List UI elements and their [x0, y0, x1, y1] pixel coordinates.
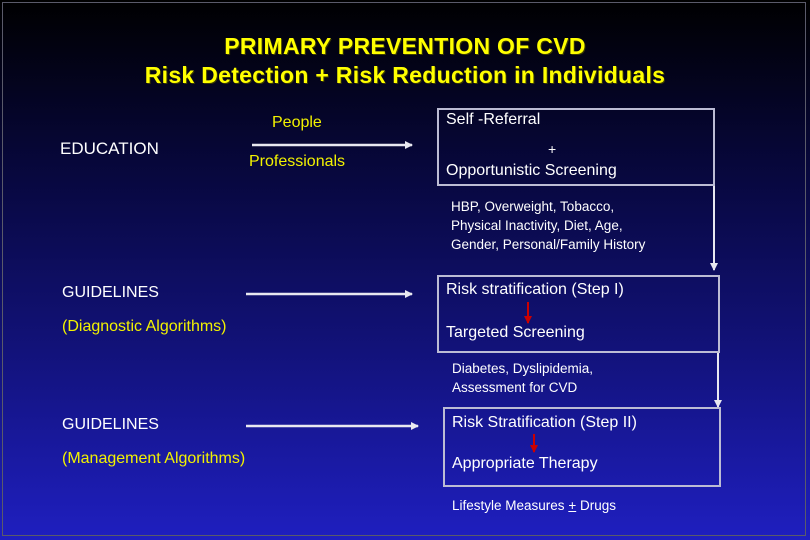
- title-line-1: PRIMARY PREVENTION OF CVD: [224, 33, 586, 59]
- screening-plus: +: [548, 141, 557, 157]
- management-algorithms-label: (Management Algorithms): [62, 450, 246, 467]
- people-label: People: [272, 114, 322, 131]
- lifestyle-drugs-label: [452, 496, 616, 515]
- professionals-label: Professionals: [249, 153, 346, 170]
- appropriate-therapy-label: Appropriate Therapy: [452, 455, 598, 472]
- risk-factors-line-2: Physical Inactivity, Diet, Age,: [451, 218, 623, 233]
- opportunistic-screening-label: Opportunistic Screening: [446, 162, 617, 179]
- conditions-line-1: Diabetes, Dyslipidemia,: [452, 361, 594, 376]
- title-line-2: Risk Detection + Risk Reduction in Individuals: [144, 62, 666, 88]
- risk-stratification-step1-label: Risk stratification (Step I): [446, 281, 624, 298]
- lifestyle-prefix: Lifestyle Measures: [452, 498, 569, 513]
- self-referral-label: Self -Referral: [446, 111, 541, 128]
- guidelines-management-label: GUIDELINES: [62, 416, 159, 433]
- risk-factors-line-3: Gender, Personal/Family History: [451, 237, 646, 252]
- guidelines-diagnostic-label: GUIDELINES: [62, 284, 159, 301]
- lifestyle-suffix: Drugs: [576, 498, 616, 513]
- risk-factors-line-1: HBP, Overweight, Tobacco,: [451, 199, 615, 214]
- conditions-line-2: Assessment for CVD: [452, 380, 578, 395]
- education-label: EDUCATION: [60, 139, 159, 158]
- diagnostic-algorithms-label: (Diagnostic Algorithms): [62, 318, 227, 335]
- risk-stratification-step2-label: Risk Stratification (Step II): [452, 414, 637, 431]
- plus-sign: +: [568, 498, 577, 513]
- targeted-screening-label: Targeted Screening: [446, 324, 585, 341]
